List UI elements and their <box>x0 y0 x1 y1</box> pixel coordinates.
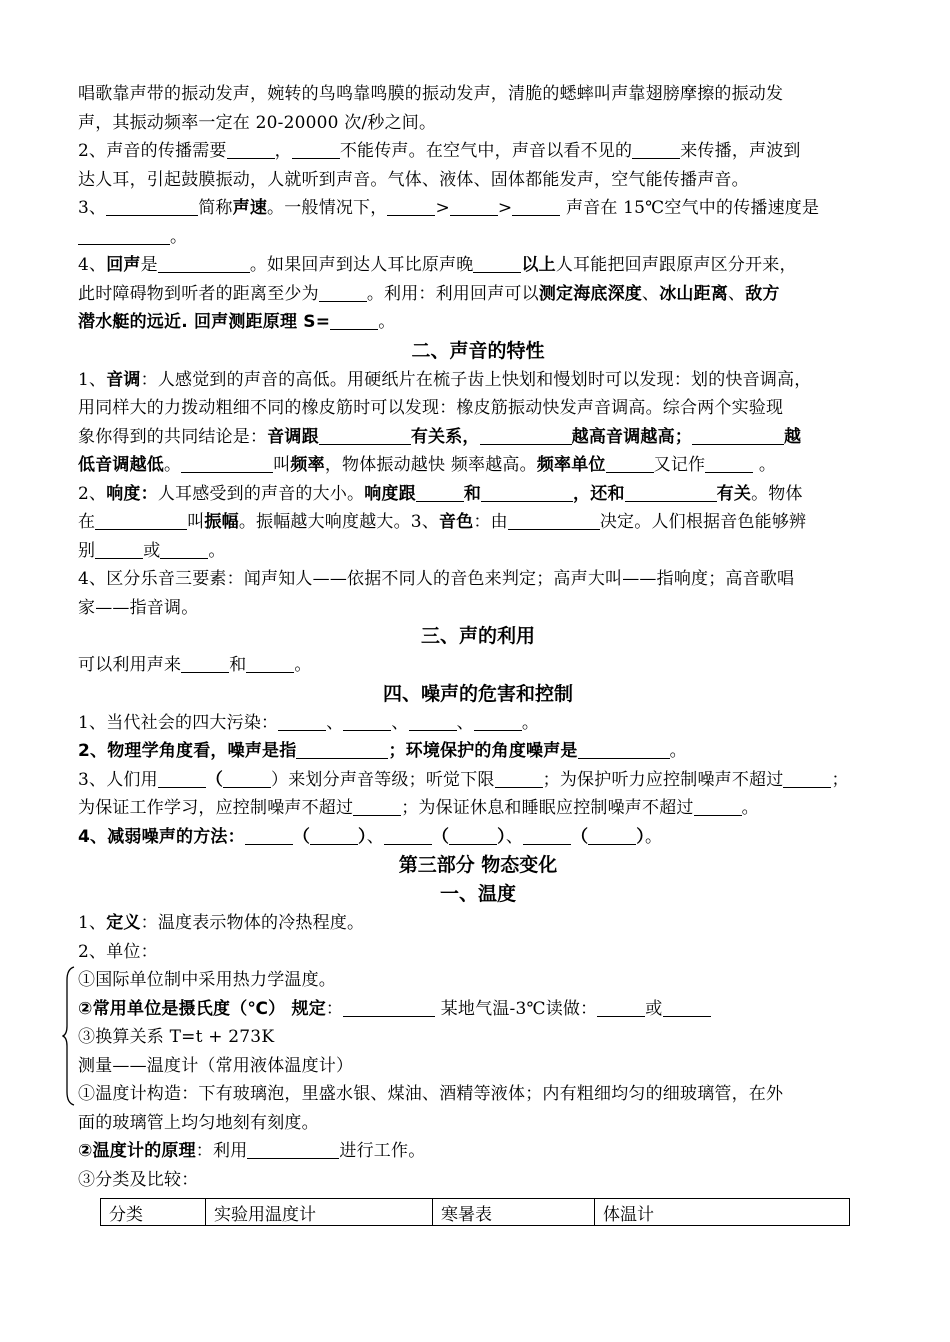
fill-blank[interactable] <box>158 254 250 273</box>
table-header-cell: 分类 <box>101 1199 206 1226</box>
text-line: 3、 简称声速。一般情况下， > > 声音在 15℃空气中的传播速度是 <box>78 198 820 218</box>
text-line: ②常用单位是摄氏度（℃） 规定： 某地气温-3℃读做： 或 <box>78 995 878 1024</box>
text-line: 家——指音调。 <box>78 597 199 618</box>
fill-blank[interactable] <box>705 454 753 473</box>
text-line: ③换算关系 T=t + 273K <box>78 1027 275 1047</box>
text-line: 4、减弱噪声的方法： （ ）、 （ ）、 （ ）。 <box>78 826 663 847</box>
fill-blank[interactable] <box>181 454 273 473</box>
text-line: 潜水艇的远近. 回声测距原理 S= 。 <box>78 312 396 332</box>
text-line: 达人耳，引起鼓膜振动，人就听到声音。气体、液体、固体都能发声，空气能传播声音。 <box>78 169 749 190</box>
text-line: 用同样大的力拨动粗细不同的橡皮筋时可以发现：橡皮筋振动快发声音调高。综合两个实验现 <box>78 398 784 418</box>
table-header-cell: 寒暑表 <box>433 1199 595 1226</box>
fill-blank[interactable] <box>95 511 187 530</box>
fill-blank[interactable] <box>296 740 388 759</box>
text-line: 1、定义：温度表示物体的冷热程度。 <box>78 913 365 933</box>
fill-blank[interactable] <box>416 483 464 502</box>
fill-blank[interactable] <box>632 140 680 159</box>
text-line: 1、音调：人感觉到的声音的高低。用硬纸片在梳子齿上快划和慢划时可以发现：划的快音调高， <box>78 369 812 390</box>
text-line: 2、物理学角度看，噪声是指 ；环境保护的角度噪声是 。 <box>78 741 687 761</box>
text-line: ①温度计构造：下有玻璃泡，里盛水银、煤油、酒精等液体；内有粗细均匀的细玻璃管，在外 <box>78 1084 784 1104</box>
fill-blank[interactable] <box>692 426 784 445</box>
fill-blank[interactable] <box>449 826 497 845</box>
fill-blank[interactable] <box>278 712 326 731</box>
unit-group <box>78 966 878 1109</box>
fill-blank[interactable] <box>160 540 208 559</box>
fill-blank[interactable] <box>78 226 170 245</box>
text-line: 面的玻璃管上均匀地刻有刻度。 <box>78 1112 319 1133</box>
fill-blank[interactable] <box>480 426 572 445</box>
text-line: ③分类及比较： <box>78 1169 199 1190</box>
fill-blank[interactable] <box>106 197 198 216</box>
fill-blank[interactable] <box>387 197 435 216</box>
fill-blank[interactable] <box>523 826 571 845</box>
table-header-cell: 体温计 <box>595 1199 850 1226</box>
table-row <box>101 1199 850 1226</box>
fill-blank[interactable] <box>223 769 271 788</box>
fill-blank[interactable] <box>606 454 654 473</box>
comparison-table <box>100 1198 850 1226</box>
section-heading: 一、温度 <box>439 883 516 905</box>
fill-blank[interactable] <box>343 712 391 731</box>
fill-blank[interactable] <box>353 797 401 816</box>
fill-blank[interactable] <box>292 140 340 159</box>
fill-blank[interactable] <box>495 769 543 788</box>
text-line: ②温度计的原理：利用 进行工作。 <box>78 1141 426 1161</box>
table-header-cell: 实验用温度计 <box>206 1199 433 1226</box>
fill-blank[interactable] <box>95 540 143 559</box>
section-heading: 三、声的利用 <box>420 625 535 647</box>
part-heading: 第三部分 物态变化 <box>398 854 558 876</box>
text-line: 低音调越低。 叫频率，物体振动越快 频率越高。频率单位 又记作 。 <box>78 455 777 475</box>
text-line: 2、单位： <box>78 941 158 962</box>
text-line: 此时障碍物到听者的距离至少为 。利用：利用回声可以测定海底深度、冰山距离、敌方 <box>78 283 780 304</box>
fill-blank[interactable] <box>330 311 378 330</box>
text-line: 在 叫振幅。振幅越大响度越大。3、音色：由 决定。人们根据音色能够辨 <box>78 512 807 532</box>
brace-icon <box>62 966 76 1106</box>
document-page <box>78 80 878 1226</box>
text-line: 4、区分乐音三要素：闻声知人——依据不同人的音色来判定；高声大叫——指响度；高音歌唱 <box>78 569 795 589</box>
text-line: ①国际单位制中采用热力学温度。 <box>78 970 336 990</box>
fill-blank[interactable] <box>227 140 275 159</box>
fill-blank[interactable] <box>245 826 293 845</box>
fill-blank[interactable] <box>663 998 711 1017</box>
text-line: 别 或 。 <box>78 540 226 561</box>
text-line: 。 <box>78 223 878 252</box>
text-line: 2、响度：人耳感受到的声音的大小。响度跟 和 ，还和 有关。物体 <box>78 483 803 504</box>
text-line: 测量——温度计（常用液体温度计） <box>78 1055 354 1076</box>
fill-blank[interactable] <box>481 483 573 502</box>
text-line: 3、人们用 （ ）来划分声音等级；听觉下限 ；为保护听力应控制噪声不超过 ； <box>78 769 849 790</box>
fill-blank[interactable] <box>343 998 435 1017</box>
section-heading: 二、声音的特性 <box>411 339 545 362</box>
fill-blank[interactable] <box>783 769 831 788</box>
text-line: 可以利用声来 和 。 <box>78 655 312 675</box>
fill-blank[interactable] <box>310 826 358 845</box>
text-line: 声，其振动频率一定在 20-20000 次/秒之间。 <box>78 112 437 133</box>
fill-blank[interactable] <box>597 998 645 1017</box>
fill-blank[interactable] <box>319 426 411 445</box>
fill-blank[interactable] <box>247 1140 339 1159</box>
text-line: 4、回声是 。如果回声到达人耳比原声晚 以上人耳能把回声跟原声区分开来， <box>78 255 797 275</box>
fill-blank[interactable] <box>474 712 522 731</box>
fill-blank[interactable] <box>158 769 206 788</box>
text-line: 1、当代社会的四大污染： 、 、 、 。 <box>78 712 540 733</box>
fill-blank[interactable] <box>588 826 636 845</box>
fill-blank[interactable] <box>508 511 600 530</box>
fill-blank[interactable] <box>319 283 367 302</box>
text-line: 唱歌靠声带的振动发声，婉转的鸟鸣靠鸣膜的振动发声，清脆的蟋蟀叫声靠翅膀摩擦的振动发 <box>78 84 784 104</box>
fill-blank[interactable] <box>578 740 670 759</box>
fill-blank[interactable] <box>384 826 432 845</box>
fill-blank[interactable] <box>450 197 498 216</box>
fill-blank[interactable] <box>694 797 742 816</box>
fill-blank[interactable] <box>409 712 457 731</box>
text-line: 为保证工作学习，应控制噪声不超过 ；为保证休息和睡眠应控制噪声不超过 。 <box>78 798 759 818</box>
fill-blank[interactable] <box>512 197 560 216</box>
fill-blank[interactable] <box>625 483 717 502</box>
text-line: 象你得到的共同结论是：音调跟 有关系， 越高音调越高； 越 <box>78 426 802 447</box>
fill-blank[interactable] <box>181 654 229 673</box>
fill-blank[interactable] <box>246 654 294 673</box>
fill-blank[interactable] <box>473 254 521 273</box>
text-line: 2、声音的传播需要 ， 不能传声。在空气中，声音以看不见的 来传播，声波到 <box>78 141 801 161</box>
section-heading: 四、噪声的危害和控制 <box>382 682 573 705</box>
